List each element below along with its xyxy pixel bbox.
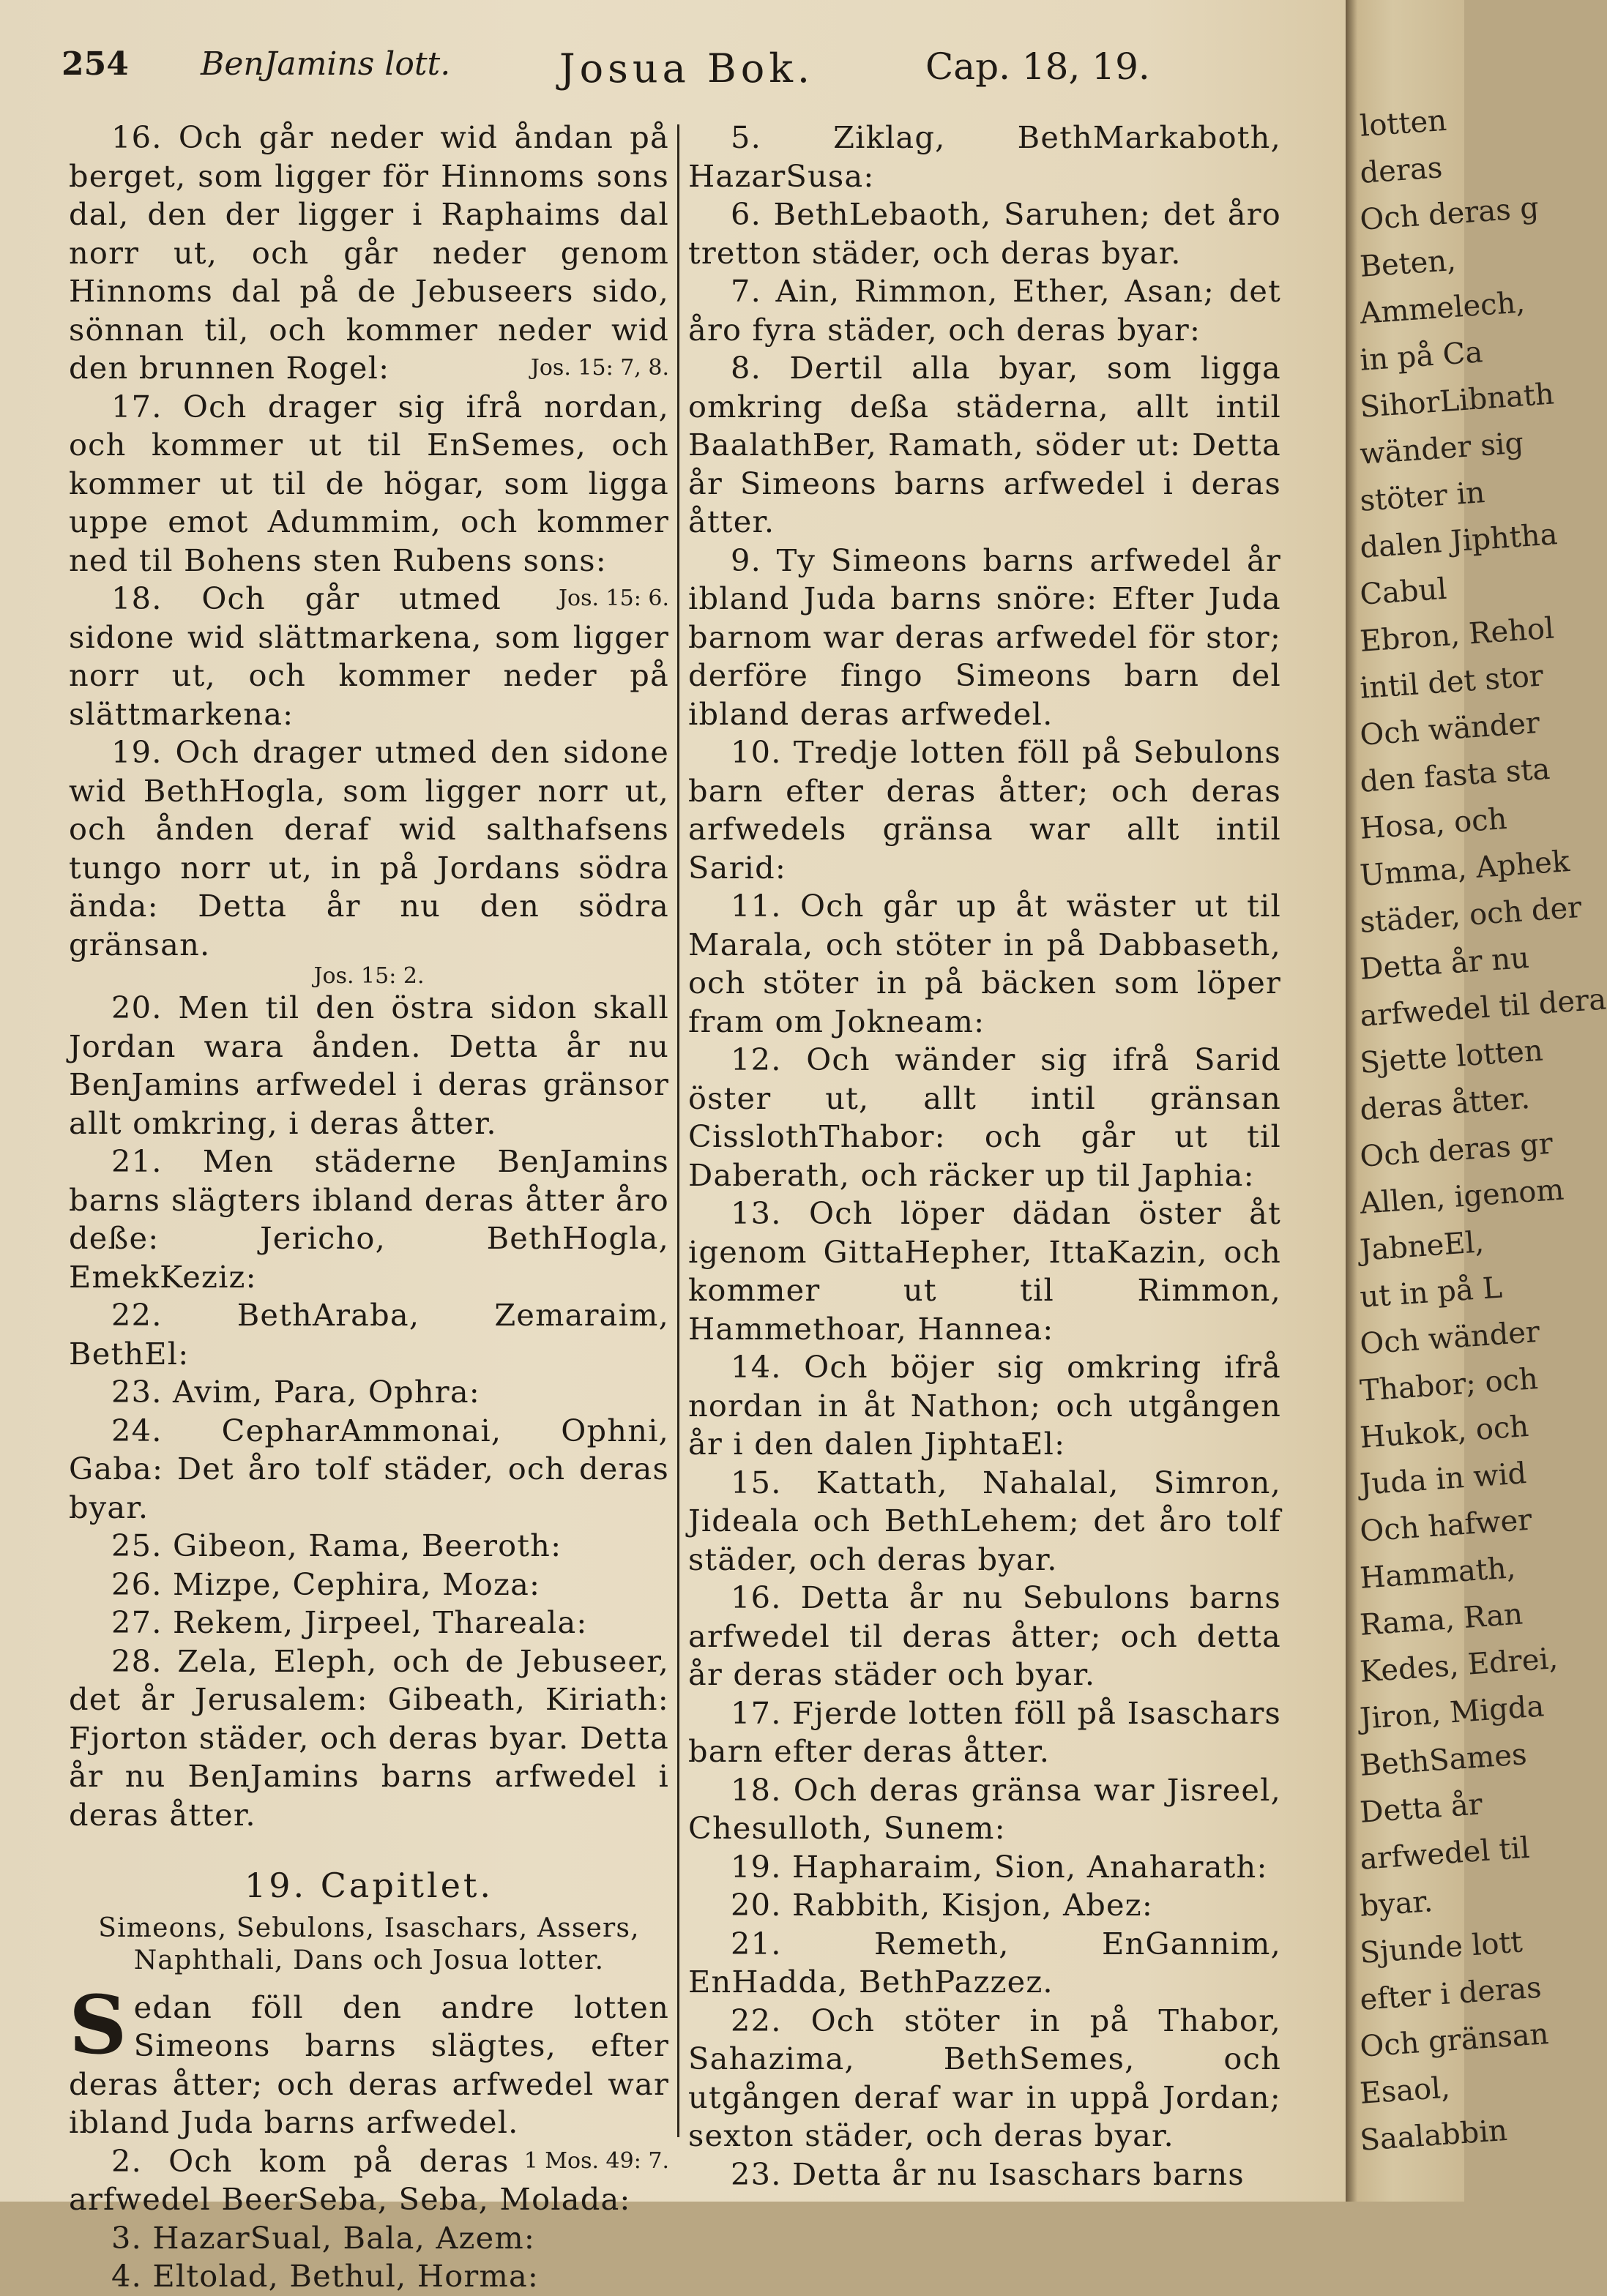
verse: 16. Och går neder wid åndan på berget, som ligger för Hinnoms sons dal, den der ligger i Raphaims dal norr ut, och går neder genom Hinnoms dal på de Jebuseers sido, sönnan til, och kommer neder wid den brunnen Rogel: Jos. 15: 7, 8.: [69, 119, 669, 388]
book-title: Josua Bok.: [559, 45, 815, 91]
verse: 14. Och böjer sig omkring ifrå nordan in åt Nathon; och utgången år i den dalen JiphtaEl:: [688, 1349, 1281, 1462]
page-header: [61, 45, 1277, 97]
edge-text-fragment: Juda in wid: [1359, 1456, 1528, 1502]
verse: 19. Och drager utmed den sidone wid BethHogla, som ligger norr ut, och ånden deraf wid salthafsens tungo norr ut, in på Jordans södra ända: Detta år nu den södra gränsan.: [69, 734, 669, 962]
edge-text-fragment: Ammelech,: [1359, 285, 1526, 331]
edge-text-fragment: SihorLibnath: [1359, 377, 1556, 425]
edge-text-fragment: Och deras gr: [1359, 1126, 1554, 1174]
verse: 20. Rabbith, Kisjon, Abez:: [731, 1887, 1154, 1923]
verse: 27. Rekem, Jirpeel, Thareala:: [111, 1604, 588, 1640]
running-title: BenJamins lott.: [201, 45, 451, 83]
chapter-heading: 19. Capitlet.: [244, 1866, 494, 1905]
verse: 20. Men til den östra sidon skall Jordan wara ånden. Detta år nu BenJamins arfwedel i deras gränsor allt omkring, i deras åtter.: [69, 990, 669, 1141]
verse: 9. Ty Simeons barns arfwedel år ibland Juda barns snöre: Efter Juda barnom war deras arfwedel för stor; derföre fingo Simeons barn del ibland deras arfwedel.: [688, 542, 1281, 732]
verse: 17. Fjerde lotten föll på Isaschars barn efter deras åtter.: [688, 1694, 1281, 1769]
edge-text-fragment: Hukok, och: [1359, 1409, 1530, 1455]
edge-text-fragment: Och wänder: [1359, 706, 1541, 752]
edge-text-fragment: deras: [1359, 151, 1444, 190]
verse: 18. Och deras gränsa war Jisreel, Chesulloth, Sunem:: [688, 1771, 1281, 1846]
edge-text-fragment: stöter in: [1359, 476, 1486, 518]
edge-text-fragment: arfwedel til dera: [1359, 982, 1607, 1033]
edge-text-fragment: arfwedel til: [1359, 1831, 1531, 1877]
verse: 16. Detta år nu Sebulons barns arfwedel til deras åtter; och detta år deras städer och byar.: [688, 1579, 1281, 1692]
edge-text-fragment: Allen, igenom: [1359, 1173, 1565, 1221]
edge-text-fragment: Och hafwer: [1359, 1503, 1533, 1549]
verse: 2. Och kom på deras arfwedel BeerSeba, Seba, Molada:: [69, 2142, 631, 2217]
edge-text-fragment: städer, och der: [1359, 890, 1583, 940]
verse: 28. Zela, Eleph, och de Jebuseer, det år Jerusalem: Gibeath, Kiriath: Fjorton städer, och deras byar. Detta år nu BenJamins barns arfwedel i deras åtter.: [69, 1642, 669, 1833]
drop-cap: S: [69, 1977, 128, 2072]
verse: 23. Detta år nu Isaschars barns: [731, 2155, 1245, 2192]
verse: 8. Dertil alla byar, som ligga omkring deßa städerna, allt intil BaalathBer, Ramath, söder ut: Detta år Simeons barns arfwedel i deras åtter.: [688, 350, 1281, 539]
verse: 22. Och stöter in på Thabor, Sahazima, BethSemes, och utgången deraf war in uppå Jordan; sexton städer, och deras byar.: [688, 2002, 1281, 2153]
verse: 12. Och wänder sig ifrå Sarid öster ut, allt intil gränsan CisslothThabor: och går ut til Daberath, och räcker up til Japhia:: [688, 1042, 1281, 1193]
edge-text-fragment: Beten,: [1359, 243, 1458, 284]
edge-text-fragment: Ebron, Rehol: [1359, 611, 1556, 659]
edge-text-fragment: Esaol,: [1359, 2071, 1452, 2111]
edge-text-fragment: lotten: [1359, 103, 1448, 143]
verse: 17. Och drager sig ifrå nordan, och kommer ut til EnSemes, och kommer ut til de högar, som ligga uppe emot Adummim, och kommer ned til Bohens sten Rubens sons: Jos. 15: 6.: [69, 388, 669, 580]
verse: 6. BethLebaoth, Saruhen; det åro tretton städer, och deras byar.: [688, 196, 1281, 271]
edge-text-fragment: intil det stor: [1359, 659, 1545, 706]
verse: 11. Och går up åt wäster ut til Marala, och stöter in på Dabbaseth, och stöter in på bäcken som löper fram om Jokneam:: [688, 888, 1281, 1039]
chapter-summary: Simeons, Sebulons, Isaschars, Assers, Naphthali, Dans och Josua lotter.: [98, 1912, 640, 1975]
edge-text-fragment: Och gränsan: [1359, 2016, 1550, 2064]
edge-text-fragment: JabneEl,: [1359, 1225, 1485, 1268]
cross-reference: 1 Mos. 49: 7.: [523, 2147, 669, 2174]
edge-text-fragment: Detta år: [1359, 1787, 1484, 1830]
edge-text-fragment: Och wänder: [1359, 1315, 1541, 1361]
edge-text-fragment: den fasta sta: [1359, 752, 1551, 799]
edge-text-fragment: Sjette lotten: [1359, 1033, 1545, 1080]
edge-text-fragment: byar.: [1359, 1885, 1434, 1923]
edge-text-fragment: deras åtter.: [1359, 1081, 1532, 1127]
verse: Sedan föll den andre lotten Simeons barns slägtes, efter deras åtter; och deras arfwedel war ibland Juda barns arfwedel. 1 Mos. 49: 7.: [69, 1989, 669, 2142]
edge-text-fragment: in på Ca: [1359, 335, 1484, 378]
edge-text-fragment: Cabul: [1359, 572, 1448, 612]
verse: 26. Mizpe, Cephira, Moza:: [111, 1566, 541, 1602]
edge-text-fragment: Hammath,: [1359, 1551, 1517, 1596]
verse: 21. Remeth, EnGannim, EnHadda, BethPazzez.: [688, 1925, 1281, 2000]
cross-reference: Jos. 15: 6.: [559, 586, 669, 611]
verse: 13. Och löper dädan öster åt igenom GittaHepher, IttaKazin, och kommer ut til Rimmon, Hammethoar, Hannea:: [688, 1195, 1281, 1347]
verse: 25. Gibeon, Rama, Beeroth:: [111, 1527, 562, 1563]
verse: 3. HazarSual, Bala, Azem:: [111, 2219, 536, 2256]
edge-text-fragment: Och deras g: [1359, 190, 1540, 237]
verse: 23. Avim, Para, Ophra:: [111, 1374, 480, 1410]
verse: 22. BethAraba, Zemaraim, BethEl:: [69, 1297, 669, 1372]
verse: 10. Tredje lotten föll på Sebulons barn efter deras åtter; och deras arfwedels gränsa war allt intil Sarid:: [688, 734, 1281, 886]
verse: 19. Hapharaim, Sion, Anaharath:: [731, 1848, 1268, 1885]
verse: 15. Kattath, Nahalal, Simron, Jidealа och BethLehem; det åro tolf städer, och deras byar.: [688, 1464, 1281, 1577]
verse: 21. Men städerne BenJamins barns slägters ibland deras åtter åro deße: Jericho, BethHogla, EmekKeziz:: [69, 1143, 669, 1295]
cross-reference: Jos. 15: 2.: [313, 963, 425, 989]
edge-text-fragment: Rama, Ran: [1359, 1597, 1524, 1642]
verse: 5. Ziklag, BethMarkaboth, HazarSusa:: [688, 119, 1281, 194]
edge-text-fragment: Ummа, Aphek: [1359, 844, 1571, 893]
verse: 24. CepharAmmonai, Ophni, Gaba: Det åro tolf städer, och deras byar.: [69, 1412, 669, 1525]
chapter-reference: Cap. 18, 19.: [925, 45, 1150, 88]
edge-text-fragment: Jiron, Migda: [1359, 1689, 1546, 1736]
verse: 7. Ain, Rimmon, Ether, Asan; det åro fyra städer, och deras byar:: [688, 273, 1281, 348]
edge-text-fragment: Thabor; och: [1359, 1362, 1540, 1408]
right-column: [688, 119, 1281, 2194]
left-column: [69, 119, 669, 2296]
verse: 4. Eltolad, Bethul, Horma:: [111, 2258, 540, 2294]
next-page-edge: [1346, 0, 1607, 2202]
edge-text-fragment: Sjunde lott: [1359, 1925, 1524, 1970]
edge-text-fragment: BethSames: [1359, 1738, 1528, 1783]
edge-text-fragment: Kedes, Edrei,: [1359, 1642, 1559, 1689]
verse: 18. Och går utmed sidone wid slättmarkena, som ligger norr ut, och kommer neder på slättmarkena:: [69, 580, 669, 732]
edge-text-fragment: ut in på L: [1359, 1271, 1504, 1315]
edge-text-fragment: efter i deras: [1359, 1970, 1543, 2017]
edge-text-fragment: dalen Jiphtha: [1359, 517, 1559, 565]
page-number: 254: [61, 45, 129, 83]
edge-text-fragment: Saalabbin: [1359, 2113, 1509, 2158]
cross-reference: Jos. 15: 7, 8.: [530, 355, 669, 381]
column-divider: [677, 124, 679, 2137]
edge-text-fragment: wänder sig: [1359, 426, 1525, 471]
edge-text-fragment: Hosa, och: [1359, 801, 1508, 846]
edge-text-fragment: Detta år nu: [1359, 941, 1531, 987]
